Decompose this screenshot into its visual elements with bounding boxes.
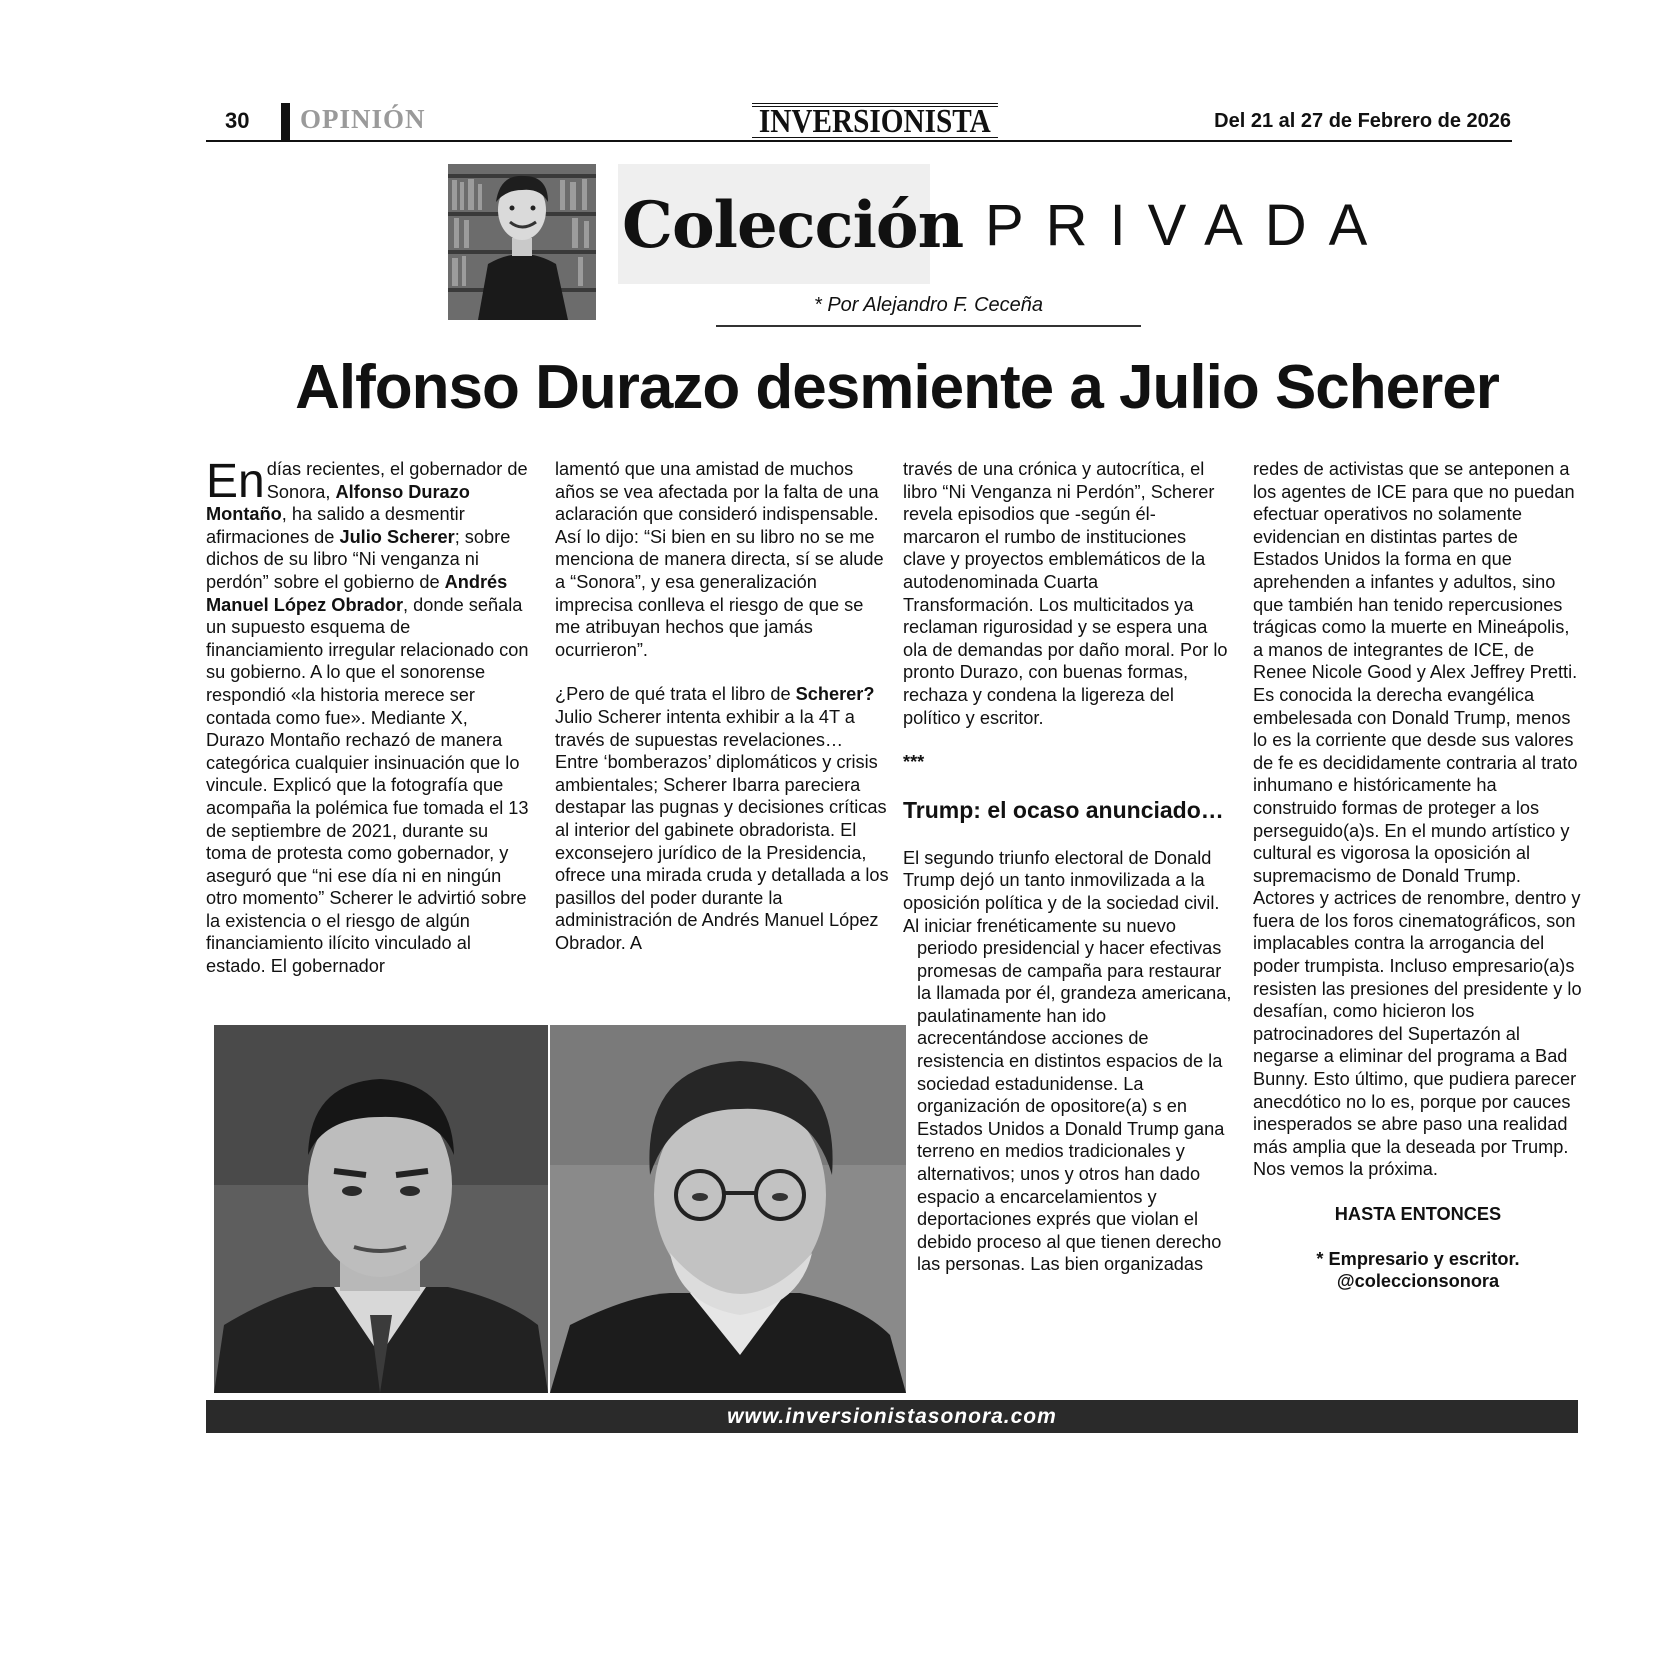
paragraph	[206, 455, 531, 978]
author-byline: * Por Alejandro F. Ceceña	[813, 294, 1044, 316]
section-marker-bar	[281, 103, 290, 141]
section-name: OPINIÓN	[300, 104, 426, 134]
text-run: , ha salido a desmentir afirmaciones de	[206, 504, 465, 547]
header-rule	[206, 140, 1512, 142]
article-column-4	[1253, 458, 1583, 1293]
text-run: ¿Pero de qué trata el libro de	[555, 684, 796, 705]
text-run: ; sobre dichos de su libro “Ni venganza ni perdón” sobre el gobierno de	[206, 526, 511, 592]
footer-bar	[206, 1400, 1578, 1433]
article-column-2	[555, 458, 890, 954]
paragraph: redes de activistas que se anteponen a los agentes de ICE para que no puedan efectuar operativos no solamente evidencian en distintas partes de Estados Unidos la forma en que aprehenden a infantes y adultos, sino que también han tenido repercusiones trágicas como la muerte en Mineápolis, a manos de integrantes de ICE, de Renee Nicole Good y Alex Jeffrey Pretti.	[1253, 459, 1578, 683]
section-separator: ***	[903, 752, 925, 773]
paragraph: través de una crónica y autocrítica, el libro “Ni Venganza ni Perdón”, Scherer revela episodios que -según él- marcaron el rumbo de instituciones clave y proyectos emblemáticos de la autodenominada Cuarta Transformación. Los multicitados ya reclaman rigurosidad y se espera una ola de demandas por daño moral. Por lo pronto Durazo, con buenas formas, rechaza y condena la ligereza del político y escritor.	[903, 459, 1228, 728]
paragraph	[555, 683, 890, 954]
bold-name: Alfonso Durazo Montaño	[206, 481, 470, 525]
headline-container	[70, 352, 1654, 423]
article-column-1	[206, 455, 531, 978]
governor-portrait-photo	[214, 1025, 548, 1393]
article-headline: Alfonso Durazo desmiente a Julio Scherer	[295, 353, 1499, 422]
byline-rule	[716, 325, 1141, 327]
paragraph: Es conocida la derecha evangélica embelesada con Donald Trump, menos lo es la corriente que desde sus valores de fe es decididamente contraria al trato inhumano e históricamente ha construido formas de proteger a los perseguido(a)s. En el mundo artístico y cultural es vigorosa la oposición al supremacismo de Donald Trump. Actores y actrices de renombre, dentro y fuera de los foros cinematográficos, son implacables contra la arrogancia del poder trumpista. Incluso empresario(a)s resisten las presiones del presidente y lo desafían, como hicieron los patrocinadores del Supertazón al negarse a eliminar del programa a Bad Bunny. Esto último, que pudiera parecer anecdótico no lo es, porque por cauces inesperados se abre paso una realidad más amplia que la deseada por Trump. Nos vemos la próxima.	[1253, 684, 1582, 1180]
scherer-portrait-photo	[550, 1025, 906, 1393]
text-run: días recientes, el gobernador de Sonora,	[266, 459, 528, 502]
paragraph: El segundo triunfo electoral de Donald Trump dejó un tanto inmovilizada a la oposición política y de la sociedad civil. Al iniciar frenéticamente su nuevo	[903, 847, 1220, 936]
column-logo-word: Colección	[622, 188, 964, 263]
text-run: , donde señala un supuesto esquema de financiamiento irregular relacionado con su gobierno. A lo que el sonorense respondió «la historia merece ser contada como fue». Mediante X, Durazo Montaño rechazó de manera categórica cualquier insinuación que lo vincule. Explicó que la fotografía que acompaña la polémica fue tomada el 13 de septiembre de 2021, durante su toma de protesta como gobernador, y aseguró que “ni ese día ni en ningún otro momento” Scherer le advirtió sobre la existencia o el riesgo de algún financiamiento ilícito vinculado al estado. El gobernador	[206, 594, 529, 977]
closing-line: HASTA ENTONCES	[1334, 1204, 1502, 1224]
social-handle: @coleccionsonora	[1336, 1271, 1500, 1292]
bold-name: Julio Scherer	[339, 526, 455, 547]
page-number: 30	[225, 108, 250, 133]
author-portrait-photo	[448, 164, 596, 320]
bold-name: Andrés Manuel López Obrador	[206, 571, 508, 615]
column-logo-subtitle: PRIVADA	[985, 193, 1390, 258]
subhead: Trump: el ocaso anunciado…	[903, 796, 1224, 823]
bold-name: Scherer?	[795, 684, 875, 705]
article-column-3	[903, 458, 1233, 1276]
masthead-logo: INVERSIONISTA	[752, 103, 998, 141]
paragraph: periodo presidencial y hacer efectivas promesas de campaña para restaurar la llamada por él, grandeza americana, paulatinamente han ido acrecentándose acciones de resistencia en distintos espacios de la sociedad estadunidense. La organización de opositore(a) s en Estados Unidos a Donald Trump gana terreno en medios tradicionales y alternativos; unos y otros han dado espacio a encarcelamientos y deportaciones exprés que violan el debido proceso al que tienen derecho las personas. Las bien organizadas	[917, 938, 1232, 1275]
drop-cap: En	[206, 455, 265, 508]
issue-date: Del 21 al 27 de Febrero de 2026	[1214, 110, 1511, 132]
text-run: Julio Scherer intenta exhibir a la 4T a través de supuestas revelaciones… Entre ‘bomberazos’ diplomáticos y crisis ambientales; Scherer Ibarra pareciera destapar las pugnas y decisiones críticas al interior del gabinete obradorista. El exconsejero jurídico de la Presidencia, ofrece una mirada cruda y detallada a los pasillos del poder durante la administración de Andrés Manuel López Obrador. A	[555, 706, 889, 953]
website-url[interactable]: www.inversionistasonora.com	[727, 1404, 1057, 1428]
wrapped-text-block	[903, 847, 1233, 1276]
author-note: * Empresario y escritor.	[1316, 1248, 1520, 1269]
paragraph: lamentó que una amistad de muchos años se vea afectada por la falta de una aclaración que consideró indispensable. Así lo dijo: “Si bien en su libro no se me menciona de manera directa, sí se alude a “Sonora”, y esa generalización imprecisa conlleva el riesgo de que se me atribuyan hechos que jamás ocurrieron”.	[555, 459, 884, 660]
